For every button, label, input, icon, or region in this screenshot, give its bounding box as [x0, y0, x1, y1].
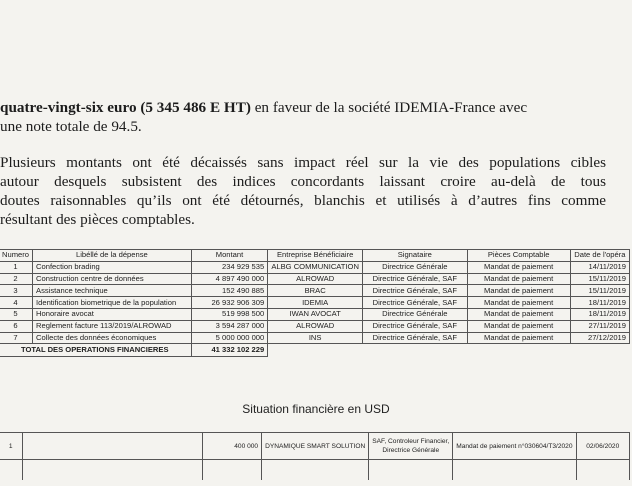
total-value: 41 332 102 229 — [191, 344, 268, 357]
cell-entreprise: ALROWAD — [268, 320, 363, 332]
cell-empty — [23, 460, 203, 481]
cell-montant: 4 897 490 000 — [191, 273, 268, 285]
cell-signataire: Directrice Générale, SAF — [363, 297, 467, 309]
cell-empty — [576, 460, 629, 481]
cell-entreprise: IDEMIA — [268, 297, 363, 309]
cell-empty — [369, 460, 453, 481]
cell-empty — [453, 460, 576, 481]
col-header-entreprise: Entreprise Bénéficiaire — [268, 250, 363, 262]
col-header-libelle: Libéllé de la dépense — [33, 250, 192, 262]
total-row — [0, 344, 630, 357]
cell-numero: 4 — [0, 297, 33, 309]
cell-numero: 1 — [0, 433, 23, 460]
cell-signataire: Directrice Générale — [363, 308, 467, 320]
cell-libelle: Construction centre de données — [33, 273, 192, 285]
cell-signataire: Directrice Générale, SAF — [363, 285, 467, 297]
operations-table — [0, 249, 630, 357]
table-row — [0, 308, 630, 320]
table-row — [0, 273, 630, 285]
col-header-pieces: Pièces Comptable — [467, 250, 570, 262]
cell-libelle — [23, 433, 203, 460]
cell-montant: 234 929 535 — [191, 261, 268, 273]
cell-montant: 26 932 906 309 — [191, 297, 268, 309]
cell-piece: Mandat de paiement — [467, 297, 570, 309]
usd-table — [0, 432, 630, 480]
cell-libelle: Confection brading — [33, 261, 192, 273]
cell-montant: 519 998 500 — [191, 308, 268, 320]
cell-piece: Mandat de paiement — [467, 308, 570, 320]
cell-entreprise: DYNAMIQUE SMART SOLUTION — [262, 433, 369, 460]
cell-entreprise: IWAN AVOCAT — [268, 308, 363, 320]
cell-signataire — [369, 433, 453, 460]
cell-entreprise: BRAC — [268, 285, 363, 297]
cell-piece: Mandat de paiement — [467, 332, 570, 344]
cell-libelle: Collecte des données économiques — [33, 332, 192, 344]
cell-date: 27/12/2019 — [570, 332, 629, 344]
table-row — [0, 460, 630, 481]
cell-date: 15/11/2019 — [570, 285, 629, 297]
paragraph-disbursements — [0, 153, 632, 229]
cell-numero: 2 — [0, 273, 33, 285]
cell-date: 14/11/2019 — [570, 261, 629, 273]
col-header-numero: Numero — [0, 250, 33, 262]
col-header-montant: Montant — [191, 250, 268, 262]
total-label: TOTAL DES OPERATIONS FINANCIERES — [0, 344, 191, 357]
table-header-row — [0, 250, 630, 262]
paragraph-award-line-2: une note totale de 94.5. — [0, 118, 142, 135]
cell-numero: 5 — [0, 308, 33, 320]
table-row — [0, 297, 630, 309]
signataire-line-2: Directrice Générale — [382, 447, 440, 454]
cell-empty — [203, 460, 262, 481]
cell-signataire: Directrice Générale, SAF — [363, 273, 467, 285]
paragraph-line: autour desquels subsistent des indices concordants laissant croire au-delà de tous — [0, 173, 606, 190]
cell-montant: 5 000 000 000 — [191, 332, 268, 344]
cell-numero: 7 — [0, 332, 33, 344]
paragraph-award — [0, 98, 632, 136]
paragraph-line: résultant des pièces comptables. — [0, 211, 195, 228]
paragraph-line: Plusieurs montants ont été décaissés sans impact réel sur la vie des populations cibles — [0, 154, 606, 171]
cell-date: 15/11/2019 — [570, 273, 629, 285]
cell-numero: 3 — [0, 285, 33, 297]
cell-libelle: Honoraire avocat — [33, 308, 192, 320]
cell-libelle: Identification biometrique de la population — [33, 297, 192, 309]
cell-signataire: Directrice Générale, SAF — [363, 332, 467, 344]
cell-piece: Mandat de paiement n°030604/T3/2020 — [453, 433, 576, 460]
cell-signataire: Directrice Générale, SAF — [363, 320, 467, 332]
col-header-date: Date de l'opéra — [570, 250, 629, 262]
cell-montant: 152 490 885 — [191, 285, 268, 297]
cell-date: 18/11/2019 — [570, 297, 629, 309]
cell-entreprise: ALBG COMMUNICATION — [268, 261, 363, 273]
cell-piece: Mandat de paiement — [467, 261, 570, 273]
section-title-usd: Situation financière en USD — [242, 402, 390, 416]
table-row — [0, 261, 630, 273]
award-amount: quatre-vingt-six euro (5 345 486 E HT) — [0, 99, 251, 116]
cell-piece: Mandat de paiement — [467, 285, 570, 297]
cell-empty — [0, 460, 23, 481]
table-row — [0, 433, 630, 460]
cell-montant: 3 594 287 000 — [191, 320, 268, 332]
cell-date: 27/11/2019 — [570, 320, 629, 332]
cell-entreprise: INS — [268, 332, 363, 344]
table-row — [0, 285, 630, 297]
cell-numero: 6 — [0, 320, 33, 332]
table-row — [0, 320, 630, 332]
cell-libelle: Assistance technique — [33, 285, 192, 297]
cell-date: 18/11/2019 — [570, 308, 629, 320]
paragraph-line: doutes raisonnables qu’ils ont été détournés, blanchis et utilisés à d’autres fins comme — [0, 192, 606, 209]
cell-empty — [262, 460, 369, 481]
cell-libelle: Reglement facture 113/2019/ALROWAD — [33, 320, 192, 332]
col-header-signataire: Signataire — [363, 250, 467, 262]
cell-piece: Mandat de paiement — [467, 273, 570, 285]
cell-numero: 1 — [0, 261, 33, 273]
cell-signataire: Directrice Générale — [363, 261, 467, 273]
cell-date: 02/06/2020 — [576, 433, 629, 460]
cell-piece: Mandat de paiement — [467, 320, 570, 332]
paragraph-award-line-1 — [0, 98, 632, 117]
table-row — [0, 332, 630, 344]
award-beneficiary: en faveur de la société IDEMIA-France avec — [250, 99, 528, 116]
signataire-line-1: SAF, Controleur Financier, — [372, 438, 450, 445]
cell-montant: 400 000 — [203, 433, 262, 460]
cell-entreprise: ALROWAD — [268, 273, 363, 285]
